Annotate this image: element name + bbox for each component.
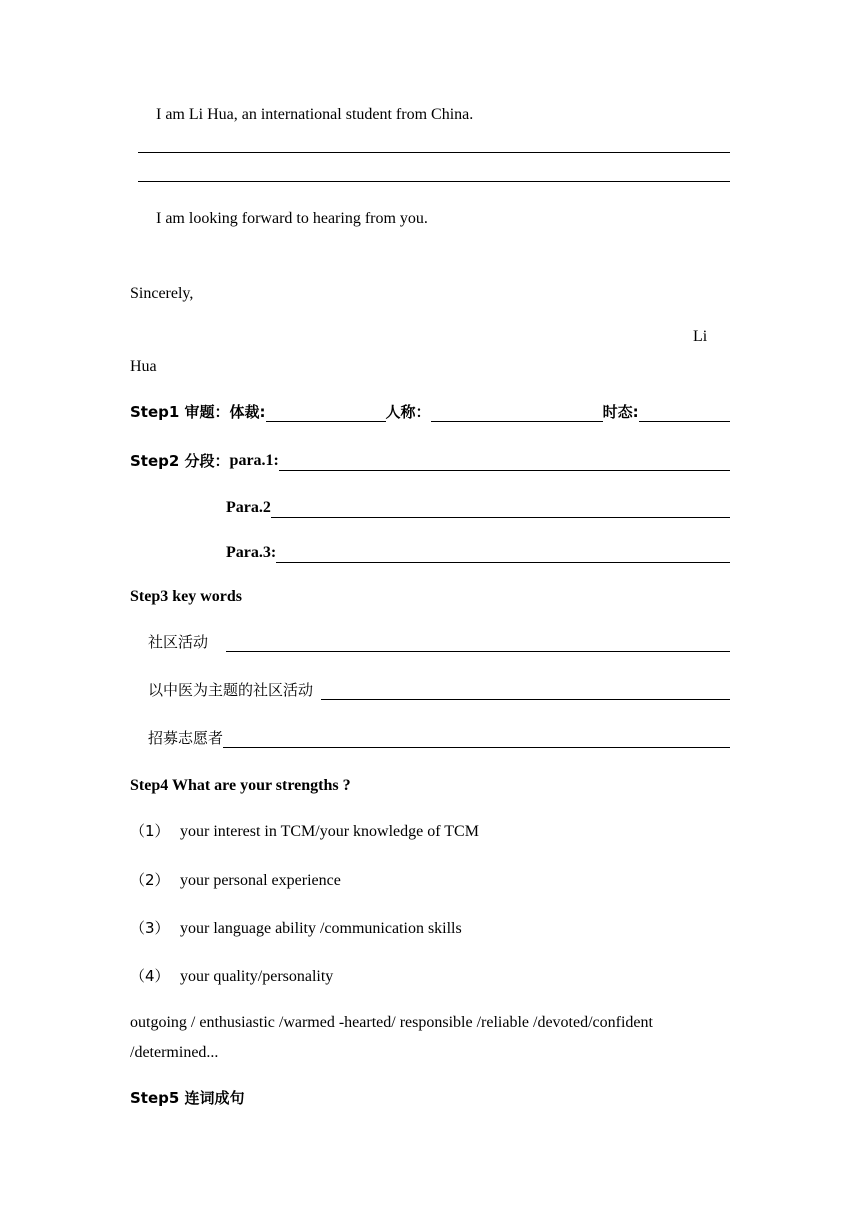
letter-signoff: Sincerely,: [130, 285, 194, 302]
letter-intro: I am Li Hua, an international student from China.: [156, 106, 474, 123]
list-item-number: （1）: [130, 822, 170, 840]
step1-tense-blank[interactable]: [639, 403, 730, 422]
step1-person-blank[interactable]: [431, 403, 603, 422]
adjectives-line-1: outgoing / enthusiastic /warmed -hearted/ responsible /reliable /devoted/confident: [130, 1014, 653, 1031]
list-item: [130, 918, 462, 939]
step1-genre-blank[interactable]: [266, 403, 386, 422]
writing-line-2: [138, 181, 730, 182]
list-item-text: your interest in TCM/your knowledge of TCM: [180, 823, 479, 840]
step2-para2-row: [226, 498, 730, 518]
step3-keyword-blank[interactable]: [226, 633, 730, 652]
list-item: [130, 821, 479, 842]
step2-para1-row: [130, 451, 730, 471]
list-item: [130, 966, 333, 987]
writing-line-1: [138, 152, 730, 153]
step2-para1-blank[interactable]: [279, 452, 730, 471]
step1-row: [130, 402, 730, 422]
step4-title: Step4 What are your strengths ?: [130, 777, 351, 794]
adjectives-line-2: /determined...: [130, 1044, 219, 1061]
step3-keyword: 招募志愿者: [148, 729, 224, 747]
step2-title: Step2 分段：: [130, 452, 230, 470]
step1-tense-label: 时态:: [602, 403, 639, 421]
list-item-number: （3）: [130, 919, 170, 937]
step2-para1-label: para.1:: [229, 452, 279, 469]
list-item-number: （2）: [130, 871, 170, 889]
letter-closing-line: I am looking forward to hearing from you.: [156, 210, 428, 227]
step1-genre-label: 体裁:: [229, 403, 266, 421]
step1-title: Step1 审题：: [130, 403, 230, 421]
step3-item-row: [148, 680, 730, 700]
letter-name-last: Hua: [130, 358, 157, 375]
step3-title: Step3 key words: [130, 588, 243, 605]
step3-keyword: 社区活动: [148, 633, 209, 651]
list-item-number: （4）: [130, 967, 170, 985]
step2-para3-row: [226, 543, 730, 563]
step2-para3-blank[interactable]: [276, 544, 730, 563]
letter-name-first: Li: [693, 328, 708, 345]
step2-para2-label: Para.2: [226, 499, 271, 516]
step1-person-label: 人称：: [385, 403, 431, 421]
list-item-text: your personal experience: [180, 872, 341, 889]
step3-keyword-blank[interactable]: [321, 681, 730, 700]
step2-para2-blank[interactable]: [271, 499, 730, 518]
step3-keyword-blank[interactable]: [223, 729, 730, 748]
step2-para3-label: Para.3:: [226, 544, 277, 561]
step5-title: Step5 连词成句: [130, 1089, 245, 1107]
list-item: [130, 870, 341, 891]
step3-keyword: 以中医为主题的社区活动: [148, 681, 314, 699]
list-item-text: your language ability /communication skills: [180, 920, 462, 937]
list-item-text: your quality/personality: [180, 968, 334, 985]
step3-item-row: [148, 632, 730, 652]
step3-item-row: [148, 728, 730, 748]
